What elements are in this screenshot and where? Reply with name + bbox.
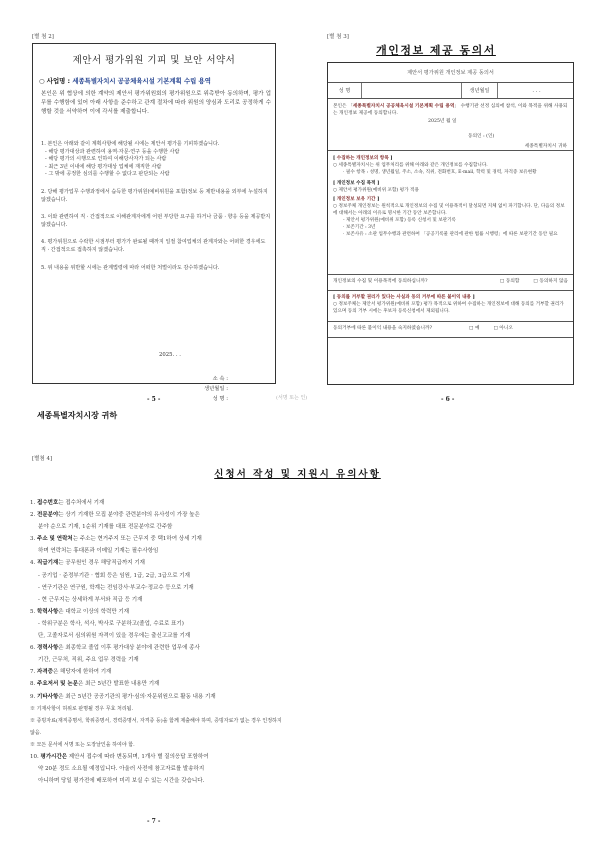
consent-title: 개인정보 제공 동의서 bbox=[376, 44, 496, 57]
name-row bbox=[328, 83, 573, 99]
pledge-items bbox=[41, 141, 271, 282]
notes-item bbox=[30, 666, 285, 678]
notes-item-text: 는 공무원인 경우 해당직급까지 기재 bbox=[58, 560, 145, 567]
consent-project: 세종특별자치시 공공체육시설 기본계획 수립 용역 bbox=[352, 104, 455, 109]
notes-item bbox=[30, 751, 285, 763]
signature-label: 생년월일 : bbox=[204, 386, 228, 392]
notes-item-number: 10. bbox=[30, 753, 41, 760]
collect-title: 수집하는 개인정보의 항목 bbox=[336, 156, 389, 161]
notes-item-text: 은 대학교 이상의 학력만 기재 bbox=[58, 608, 130, 615]
notes-item-text: 은 최종학교 졸업 이후 평가대상 분야에 관련한 업무에 종사 bbox=[58, 645, 200, 652]
signature-row bbox=[190, 394, 308, 402]
notes-item-continuation: 약 20분 정도 소요될 예정입니다. 아울러 사전에 참고자료를 발송하지 bbox=[38, 766, 205, 773]
notes-item-number: 8. bbox=[30, 681, 37, 688]
notes-item-key: 직급기재 bbox=[37, 560, 59, 567]
signature-row bbox=[190, 374, 228, 382]
notes-item-key: 자격증 bbox=[37, 669, 53, 676]
signature-row bbox=[190, 384, 228, 392]
notes-item-key: 접수번호 bbox=[37, 500, 59, 506]
signature-label: 소 속 : bbox=[212, 376, 228, 382]
notes-item-continuation: 단, 고졸자로서 심의위원 자격이 있을 경우에는 출신고교를 기재 bbox=[38, 633, 191, 640]
notes-item-remark: ※ 모든 문서에 서명 또는 도장날인을 하여야 함. bbox=[30, 741, 135, 748]
notes-item-continuation: 기간, 근무처, 직위, 주요 업무 경력을 기재 bbox=[38, 657, 139, 664]
notes-item-key: 기타사항 bbox=[37, 693, 59, 700]
pledge-item-sub: - 해당 평가의 시행으로 인하여 이해당사자가 되는 사람 bbox=[45, 156, 167, 163]
page-number: - 7 - bbox=[147, 818, 161, 825]
notes-item-number: 9. bbox=[30, 693, 37, 700]
refuse-section: [ 동의를 거부할 권리가 있다는 사실과 동의 거부에 따른 불이익 내용 ] ○ 정보주체는 제안서 평가위원(예비위 포함) 평가 목적으로 위하여 수집하는 개인정보에 대해 동의를 거부할 권리가 있으며 동의 거부 시에는 후보자 등록신청에서 제외됩니다. bbox=[328, 294, 573, 315]
notes-item-continuation: 하며 연락처는 휴대폰과 이메일 기재는 필수사항임 bbox=[38, 548, 159, 555]
period-subs bbox=[333, 217, 568, 238]
pledge-item bbox=[41, 265, 271, 273]
notes-item-text: 는 상기 기재한 모집 분야중 관련분야의 유사성이 가장 높은 bbox=[58, 512, 200, 519]
divider bbox=[328, 290, 573, 291]
pledge-item bbox=[41, 239, 271, 254]
project-line bbox=[39, 76, 275, 85]
pledge-item bbox=[41, 189, 271, 204]
page-number: - 6 - bbox=[441, 396, 455, 403]
pledge-item-sub: - 해당 평가대상과 관련하여 용역·자문·연구 등을 수행한 사람 bbox=[45, 148, 180, 155]
notes-item-text: 는 주소는 현거주지 또는 근무지 중 택1하여 상세 기재 bbox=[72, 536, 202, 543]
period-sub-line: - 제안서 평가위원(예비위 포함) 등록 신청서 및 보관기록 bbox=[343, 218, 456, 223]
consent-question-1 bbox=[328, 278, 573, 284]
annex-label-2: [별 첨 2] bbox=[32, 34, 54, 40]
purpose-title: 개인정보 수집 목적 bbox=[336, 181, 376, 186]
refuse-body: ○ 정보주체는 제안서 평가위원(예비위 포함) 평가 목적으로 위하여 수집하는 개인정보에 대해 동의를 거부할 권리가 있으며 동의 거부 시에는 후보자 등록신청에서 제외됩니다. bbox=[333, 302, 564, 314]
notes-item-text: 은 해당자에 한하여 기재 bbox=[52, 669, 112, 676]
pledge-item bbox=[41, 141, 271, 179]
notes-item-text: 은 최근 5년간 발표한 내용만 기재 bbox=[78, 681, 160, 688]
purpose-body: ○ 제안서 평가위원(예비위 포함) 평가 적용 bbox=[333, 188, 419, 193]
notes-item bbox=[30, 509, 285, 521]
q1-agree-checkbox[interactable]: □ 동의함 bbox=[499, 279, 520, 284]
project-label: ○ 사업명 : bbox=[39, 77, 73, 85]
notes-item-number: 5. bbox=[30, 608, 37, 615]
notes-item-continuation: - 공기업 · 준정부기관 · 협회 등은 임원, 1급, 2급, 3급으로 기재 bbox=[38, 572, 190, 579]
notes-item-key: 평가시간은 bbox=[40, 753, 68, 760]
collect-section: [ 수집하는 개인정보의 항목 ] ○ 세종특별자치시는 위 업무처리를 위해 아래와 같은 개인정보를 수집합니다. · 필수 항목 : 성명, 생년월일, 주소, 소속, 직위, 전화번호, E-mail, 학력 및 경력, 자격증 보유현황 bbox=[328, 155, 573, 176]
divider bbox=[328, 274, 573, 275]
notes-item-remark: ※ 기재사항이 허위로 판명될 경우 무효 처리됨. bbox=[30, 705, 134, 712]
refuse-title: 동의를 거부할 권리가 있다는 사실과 동의 거부에 따른 불이익 내용 bbox=[336, 295, 471, 300]
notes-item-continuation: - 연구기관은 연구원, 학계는 전임강사·부교수·정교수 등으로 기재 bbox=[38, 584, 194, 591]
pledge-intro: 본인은 위 협상에 의한 계약의 제안서 평가위원회의 평가위원으로 위촉받아 동의하며, 평가 업무를 수행함에 있어 아래 사항을 준수하고 관계 절차에 따라 위원의 양심과 도리로 공정하게 수행할 것을 서약하여 이에 각서를 제출합니다. bbox=[41, 91, 271, 116]
notes-item-key: 경력사항 bbox=[37, 645, 59, 652]
notes-item-number: 3. bbox=[30, 536, 37, 543]
consent-caption: 제안서 평가위원 개인정보 제공 동의서 bbox=[328, 63, 573, 83]
consent-statement bbox=[328, 99, 573, 151]
annex-label-4: [별첨 4] bbox=[32, 456, 53, 462]
notes-item-text: 제안서 접수에 따라 변동되며, 1개사 별 질의응답 포함하여 bbox=[67, 753, 209, 760]
pledge-item-text: 1. 본인은 아래와 같이 계획사항에 해당될 시에는 제안서 평가를 기피하겠습니다. bbox=[41, 141, 220, 147]
q1-disagree-checkbox[interactable]: □ 동의하지 않음 bbox=[533, 279, 568, 284]
period-section: [ 개인정보 보유 기간 ] ○ 정보주체 개인정보는 원칙적으로 개인정보의 수집 및 이용목적이 달성되면 지체 없이 파기합니다. 단, 다음의 정보에 대해서는 아래의 이유로 명시한 기간 동안 보존합니다. - 제안서 평가위원(예비위 포함) 등록 신청서 및 보관기록 · 보존기간 : 3년 · 보존사유 : 소관 업무수행과 관련하여 「공공기록물 관리에 관한 법률 시행령」에 따른 보관기간 동안 필요 bbox=[328, 196, 573, 238]
period-sub-line: · 보존기간 : 3년 bbox=[343, 225, 376, 230]
notes-item-key: 학력사항 bbox=[37, 608, 59, 615]
notes-item-number: 1. bbox=[30, 500, 37, 506]
consent-pre: 본인은 「 bbox=[333, 104, 353, 109]
consenter-line: 동의인 : (인) bbox=[468, 134, 495, 139]
notes-item-continuation: 분야 순으로 기재, 1순위 기재를 대표 전문분야로 간주함 bbox=[38, 524, 173, 531]
pledge-item bbox=[41, 214, 271, 229]
notes-item bbox=[30, 497, 285, 509]
name-label: 성 명 bbox=[328, 83, 362, 98]
pledge-form bbox=[32, 43, 308, 420]
pledge-item-text: 3. 이와 관련하여 직 · 간접적으로 이해관계자에게 어떤 부당한 요구를 하거나 금품 · 향응 등을 제공받지 않겠습니다. bbox=[41, 214, 271, 228]
collect-body: ○ 세종특별자치시는 위 업무처리를 위해 아래와 같은 개인정보를 수집합니다. bbox=[333, 163, 488, 168]
divider bbox=[328, 321, 573, 322]
consent-post: 」 수행기관 선정 심의에 참석, 이와 목적을 위해 사용되는 개인정보 제공에 동의합니다. bbox=[333, 104, 568, 117]
notes-item bbox=[30, 678, 285, 690]
project-name: 세종특별자치시 공공체육시설 기본계획 수립 용역 bbox=[72, 77, 211, 85]
q2-text: 동의거부에 따른 불이익 내용을 숙지하였습니까? bbox=[333, 326, 433, 331]
pledge-item-text: 5. 위 내용을 위반할 시에는 관계법령에 따라 어떠한 처벌이라도 감수하겠습니다. bbox=[41, 264, 220, 271]
period-body: ○ 정보주체 개인정보는 원칙적으로 개인정보의 수집 및 이용목적이 달성되면 지체 없이 파기합니다. 단, 다음의 정보에 대해서는 아래의 이유로 명시한 기간 동안 보존합니다. bbox=[333, 204, 565, 216]
notes-item bbox=[30, 606, 285, 618]
q1-text: 개인정보의 수집 및 이용목적에 동의하십니까? bbox=[333, 279, 428, 284]
pledge-addressee: 세종특별자치시장 귀하 bbox=[37, 411, 118, 420]
notes-item-continuation: 아니하며 당일 평가전에 배포하여 미리 보실 수 있는 시간을 갖습니다. bbox=[38, 778, 205, 785]
pledge-item-text: 2. 당해 평가업무 수행과정에서 습득한 평가위원(예비위원을 포함)정보 등 제반내용을 외부에 누설하지 않겠습니다. bbox=[41, 188, 268, 203]
page-number: - 5 - bbox=[147, 396, 161, 403]
notes-list bbox=[30, 497, 285, 787]
notes-title: 신청서 작성 및 지원시 유의사항 bbox=[214, 469, 381, 480]
notes-item bbox=[30, 557, 285, 569]
pledge-title: 제안서 평가위원 기피 및 보안 서약서 bbox=[72, 55, 236, 66]
annex-label-3: [별 첨 3] bbox=[327, 34, 349, 40]
q2-yes-checkbox[interactable]: □ 예 bbox=[469, 326, 480, 331]
notes-item-key: 주요저서 및 논문 bbox=[37, 681, 79, 688]
pledge-date: 2025. . . bbox=[159, 352, 181, 358]
notes-item-key: 전문분야 bbox=[37, 512, 59, 519]
notes-item-text: 는 접수처에서 기재 bbox=[58, 500, 105, 506]
consent-institution: 세종특별자치시 귀하 bbox=[524, 144, 567, 149]
notes-item bbox=[30, 533, 285, 545]
notes-item-remark: ※ 증빙자료(재직증명서, 학위증명서, 경력증명서, 자격증 등)을 함께 제출해야 하며, 증빙자료가 없는 경우 인정하지 않음. bbox=[30, 717, 282, 736]
notes-item-text: 은 최근 5년간 공공기관의 평가·심의·자문위원으로 활동 내용 기재 bbox=[58, 693, 216, 700]
notes-item-continuation: - 학위구분은 학사, 석사, 박사로 구분하고(졸업, 수료로 표기) bbox=[38, 620, 184, 627]
signature-label: 성 명 : bbox=[212, 396, 228, 402]
pledge-item-text: 4. 평가위원으로 수락한 시점부터 평가가 완료될 때까지 일절 참여업체의 관계자와는 어떠한 경우에도 직 · 간접적으로 접촉하지 않겠습니다. bbox=[41, 239, 266, 253]
notes-item-key: 주소 및 연락처 bbox=[37, 536, 73, 543]
notes-item-number: 4. bbox=[30, 560, 37, 567]
notes-item-number: 7. bbox=[30, 669, 37, 676]
q2-no-checkbox[interactable]: □ 아니오 bbox=[493, 326, 513, 331]
period-title: 개인정보 보유 기간 bbox=[336, 197, 376, 202]
divider bbox=[328, 337, 573, 338]
notes-item-number: 6. bbox=[30, 645, 37, 652]
notes-item bbox=[30, 642, 285, 654]
birth-label: 생년월일 bbox=[462, 83, 498, 98]
consent-date: 2025년 월 일 bbox=[428, 119, 457, 124]
pledge-item-sub: - 그 밖에 공정한 심의를 수행할 수 없다고 판단되는 사람 bbox=[45, 171, 170, 178]
signature-seal: (서명 또는 인) bbox=[276, 395, 308, 401]
purpose-section: [ 개인정보 수집 목적 ] ○ 제안서 평가위원(예비위 포함) 평가 적용 bbox=[328, 180, 573, 194]
notes-item bbox=[30, 691, 285, 703]
notes-item-continuation: - 현 근무지는 상세하게 부서와 직급 등 기재 bbox=[38, 596, 143, 603]
name-field[interactable] bbox=[362, 83, 462, 98]
collect-sub: · 필수 항목 : 성명, 생년월일, 주소, 소속, 직위, 전화번호, E-mail, 학력 및 경력, 자격증 보유현황 bbox=[343, 170, 537, 175]
period-sub-line: · 보존사유 : 소관 업무수행과 관련하여 「공공기록물 관리에 관한 법률 시행령」에 따른 보관기간 동안 필요 bbox=[343, 232, 558, 237]
notes-item-number: 2. bbox=[30, 512, 37, 519]
pledge-item-sub: - 최근 3년 이내에 해당 평가대상 업체에 재직한 사람 bbox=[45, 163, 162, 170]
consent-question-2 bbox=[328, 325, 573, 331]
birth-field[interactable]: . . . bbox=[532, 87, 541, 94]
consent-form bbox=[327, 62, 574, 385]
